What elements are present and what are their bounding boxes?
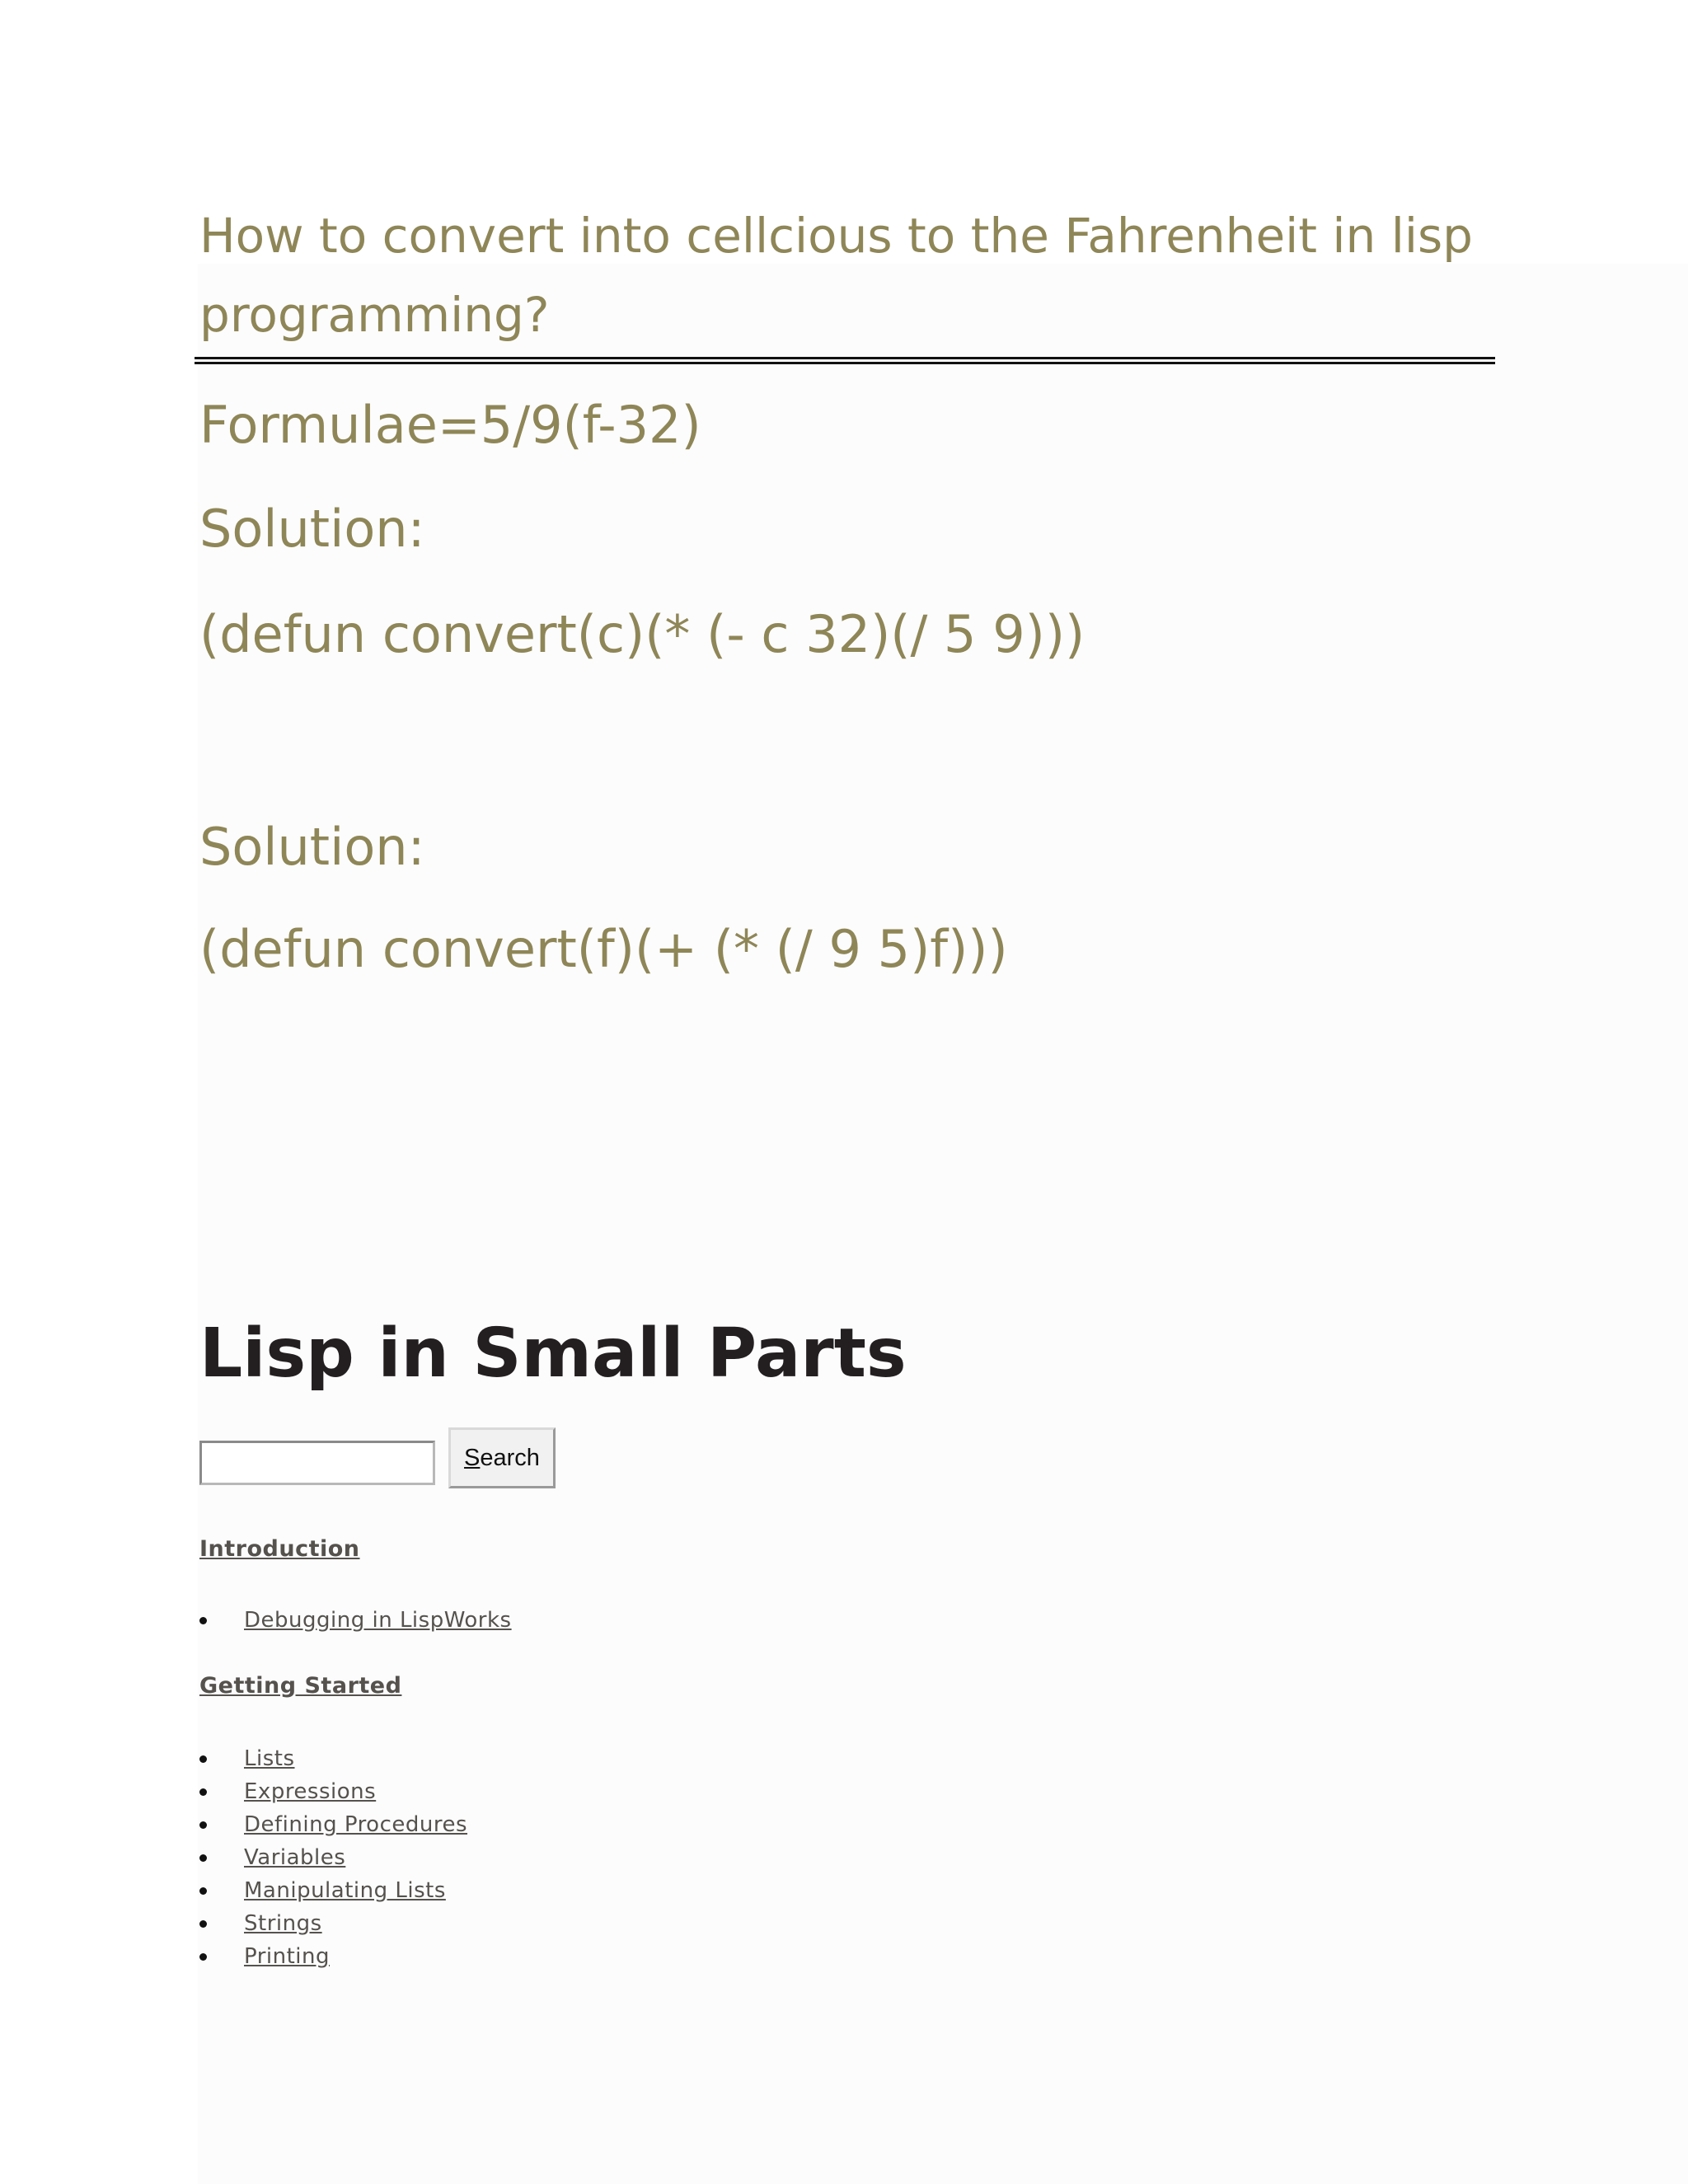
- bullet-icon: [199, 1788, 207, 1796]
- link-variables[interactable]: Variables: [244, 1845, 346, 1870]
- site-title: Lisp in Small Parts: [199, 1315, 907, 1393]
- bullet-icon: [199, 1920, 207, 1928]
- bullet-icon: [199, 1887, 207, 1895]
- link-debugging-in-lispworks[interactable]: Debugging in LispWorks: [244, 1608, 512, 1633]
- solution-code-1: (defun convert(c)(* (- c 32)(/ 5 9))): [199, 604, 1085, 664]
- list-item: [199, 1907, 467, 1940]
- search-button-accesskey: S: [464, 1444, 481, 1471]
- link-printing[interactable]: Printing: [244, 1944, 331, 1969]
- list-item: [199, 1940, 467, 1973]
- list-item: [199, 1841, 467, 1874]
- search-button-label: earch: [480, 1444, 540, 1471]
- link-lists[interactable]: Lists: [244, 1746, 295, 1771]
- getting-started-list: [199, 1742, 467, 1973]
- link-getting-started[interactable]: Getting Started: [199, 1673, 402, 1699]
- link-introduction[interactable]: Introduction: [199, 1536, 360, 1562]
- list-item: [199, 1604, 512, 1637]
- list-item: [199, 1775, 467, 1808]
- bullet-icon: [199, 1854, 207, 1862]
- link-expressions[interactable]: Expressions: [244, 1779, 377, 1804]
- list-item: [199, 1874, 467, 1907]
- solution-label-1: Solution:: [199, 499, 425, 559]
- list-item: [199, 1742, 467, 1775]
- section-heading-introduction: [199, 1533, 360, 1568]
- title-divider: [195, 357, 1495, 364]
- link-manipulating-lists[interactable]: Manipulating Lists: [244, 1878, 446, 1903]
- bullet-icon: [199, 1755, 207, 1763]
- link-defining-procedures[interactable]: Defining Procedures: [244, 1812, 468, 1837]
- bullet-icon: [199, 1953, 207, 1961]
- solution-label-2: Solution:: [199, 817, 425, 877]
- introduction-list: [199, 1604, 512, 1637]
- search-input[interactable]: [199, 1441, 435, 1485]
- search-button[interactable]: [448, 1427, 556, 1488]
- link-strings[interactable]: Strings: [244, 1911, 322, 1936]
- question-title: How to convert into cellcious to the Fahrenheit in lisp programming?: [199, 208, 1473, 343]
- section-heading-getting-started: [199, 1670, 401, 1705]
- bullet-icon: [199, 1821, 207, 1829]
- bullet-icon: [199, 1617, 207, 1624]
- list-item: [199, 1808, 467, 1841]
- formula-text: Formulae=5/9(f-32): [199, 395, 701, 455]
- solution-code-2: (defun convert(f)(+ (* (/ 9 5)f))): [199, 919, 1008, 979]
